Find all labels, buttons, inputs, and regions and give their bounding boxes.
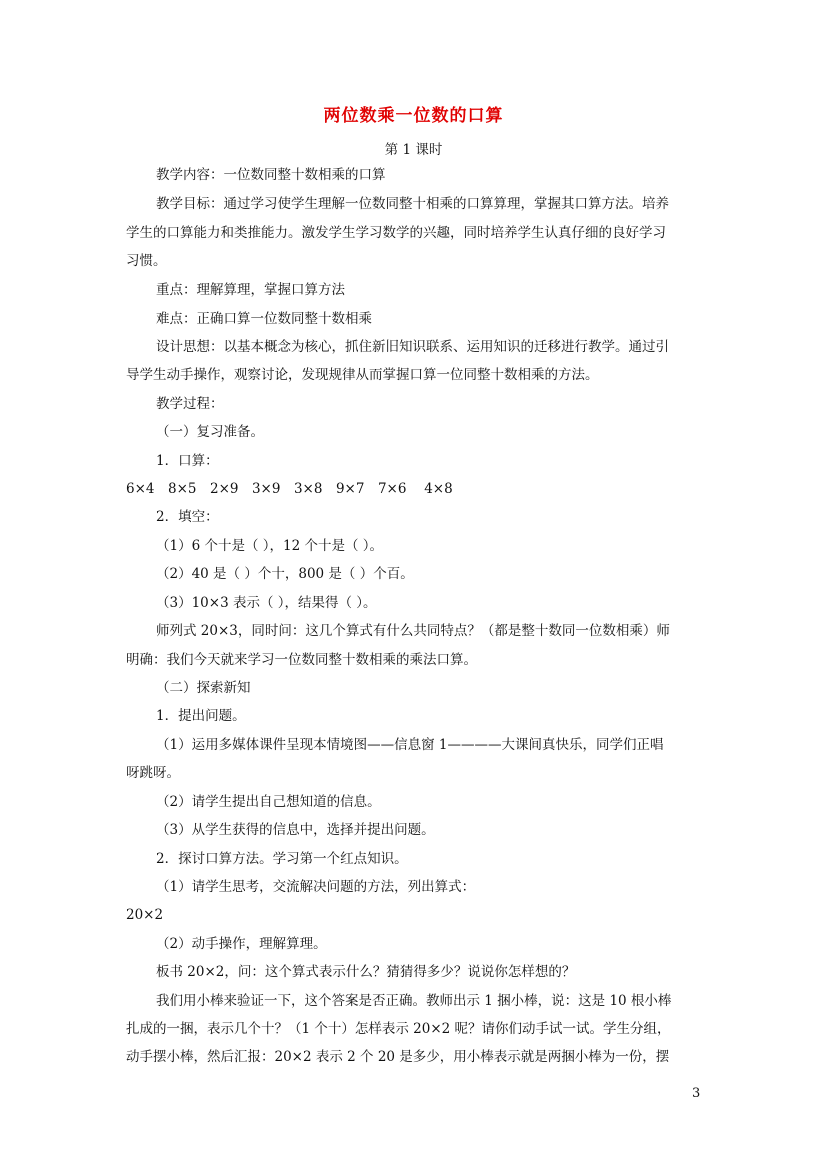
text-line: 教学过程： xyxy=(156,396,224,412)
text-line: （1）请学生思考，交流解决问题的方法，列出算式： xyxy=(156,879,476,895)
text-line: 1．口算： xyxy=(156,453,219,469)
text-line: （3）10×3 表示（ ），结果得（ ）。 xyxy=(156,595,377,611)
text-line: 习惯。 xyxy=(126,253,167,269)
text-line: 2．填空： xyxy=(156,509,219,525)
text-line: 20×2 xyxy=(126,907,164,923)
page-title: 两位数乘一位数的口算 xyxy=(323,106,504,126)
page-number: 3 xyxy=(692,1086,701,1101)
text-line: 扎成的一捆，表示几个十？（1 个十）怎样表示 20×2 呢？请你们动手试一试。学生分组， xyxy=(126,1021,671,1037)
text-line: 难点：正确口算一位数同整十数相乘 xyxy=(156,311,372,327)
text-line: 重点：理解算理，掌握口算方法 xyxy=(156,282,345,298)
text-line: （1）6 个十是（ ），12 个十是（ ）。 xyxy=(156,538,384,554)
text-line: 6×4 8×5 2×9 3×9 3×8 9×7 7×6 4×8 xyxy=(126,481,453,497)
text-line: （1）运用多媒体课件呈现本情境图——信息窗 1————大课间真快乐，同学们正唱 xyxy=(156,737,664,753)
text-line: 动手摆小棒，然后汇报：20×2 表示 2 个 20 是多少，用小棒表示就是两捆小棒为一份，摆 xyxy=(126,1049,670,1065)
text-line: （2）40 是（ ）个十，800 是（ ）个百。 xyxy=(156,566,414,582)
text-line: （2）请学生提出自己想知道的信息。 xyxy=(156,794,381,810)
text-line: 教学内容：一位数同整十数相乘的口算 xyxy=(156,167,386,183)
text-line: （二）探索新知 xyxy=(156,680,251,696)
text-line: 学生的口算能力和类推能力。激发学生学习数学的兴趣，同时培养学生认真仔细的良好学习 xyxy=(126,225,666,241)
text-line: 师列式 20×3，同时问：这几个算式有什么共同特点？（都是整十数同一位数相乘）师 xyxy=(156,623,670,639)
text-line: 板书 20×2，问：这个算式表示什么？猜猜得多少？说说你怎样想的？ xyxy=(156,964,576,980)
lesson-subtitle: 第 1 课时 xyxy=(384,142,443,158)
text-line: （2）动手操作，理解算理。 xyxy=(156,936,327,952)
text-line: 导学生动手操作，观察讨论，发现规律从而掌握口算一位同整十数相乘的方法。 xyxy=(126,367,599,383)
text-line: 明确：我们今天就来学习一位数同整十数相乘的乘法口算。 xyxy=(126,652,477,668)
text-line: 1．提出问题。 xyxy=(156,708,246,724)
text-line: 呀跳呀。 xyxy=(126,765,180,781)
text-line: 设计思想：以基本概念为核心，抓住新旧知识联系、运用知识的迁移进行教学。通过引 xyxy=(156,339,669,355)
text-line: （一）复习准备。 xyxy=(156,424,264,440)
text-line: 教学目标：通过学习使学生理解一位数同整十相乘的口算算理，掌握其口算方法。培养 xyxy=(156,196,669,212)
text-line: （3）从学生获得的信息中，选择并提出问题。 xyxy=(156,822,435,838)
text-line: 2．探讨口算方法。学习第一个红点知识。 xyxy=(156,851,408,867)
text-line: 我们用小棒来验证一下，这个答案是否正确。教师出示 1 捆小棒，说：这是 10 根小棒 xyxy=(156,993,672,1009)
